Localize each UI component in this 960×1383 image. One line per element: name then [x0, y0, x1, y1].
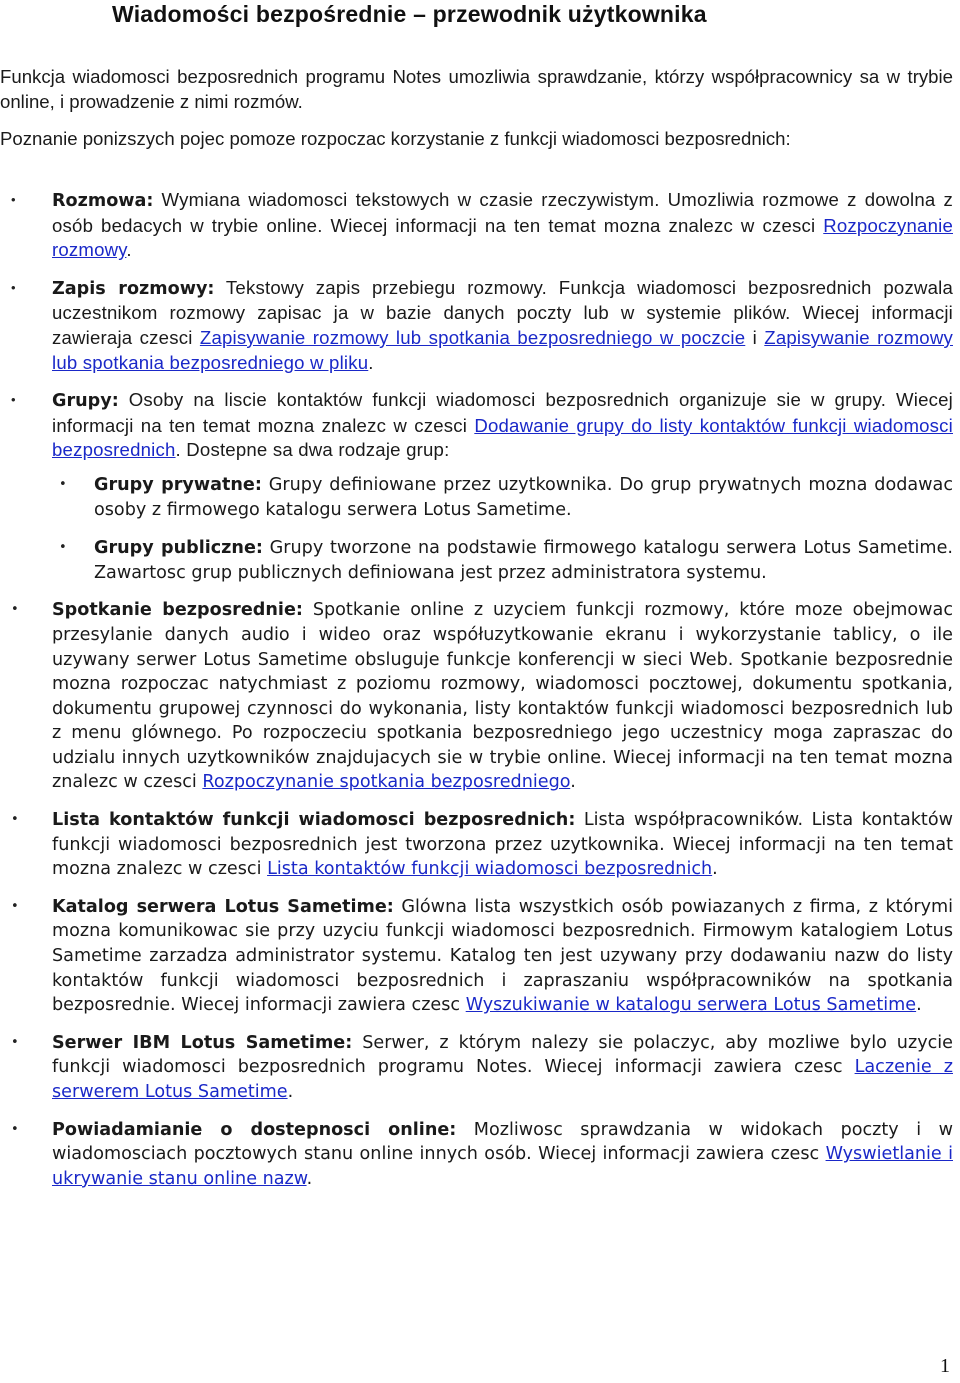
intro-paragraph: Poznanie ponizszych pojec pomoze rozpoczac korzystanie z funkcji wiadomosci bezposrednich:	[0, 128, 791, 149]
page-title: Wiadomości bezpośrednie – przewodnik użytkownika	[112, 1, 707, 27]
item-text: Lista współpracowników. Lista kontaktów funkcji wiadomosci bezposrednich jest tworzona przez uzytkownika. Wiecej informacji na ten temat mozna znalezc w czesci	[52, 810, 953, 880]
item-text: Serwer, z którym nalezy sie polaczyc, aby mozliwe bylo uzycie funkcji wiadomosci bezposrednich programu Notes. Wiecej informacji zawiera czesc	[52, 1032, 953, 1078]
item-text: . Dostepne sa dwa rodzaje grup:	[175, 439, 450, 461]
item-text: .	[916, 995, 922, 1016]
list-item-serwer	[0, 1031, 953, 1105]
item-text: .	[368, 351, 374, 373]
list-item-grupy-prywatne	[52, 473, 953, 522]
list-item-zapis-rozmowy	[0, 276, 953, 375]
link-zapisywanie-w-pliku[interactable]: Zapisywanie rozmowy lub spotkania bezposredniego w pliku	[52, 326, 953, 373]
term-label: Rozmowa:	[52, 191, 154, 211]
list-item-katalog-serwera	[0, 895, 953, 1018]
bullet-icon: •	[59, 540, 67, 556]
bullet-icon: •	[11, 192, 16, 207]
bullet-icon: •	[11, 392, 16, 408]
bullet-icon: •	[11, 602, 19, 618]
term-label: Lista kontaktów funkcji wiadomosci bezposrednich:	[52, 810, 576, 831]
bullet-icon: •	[11, 812, 19, 828]
bullet-icon: •	[11, 1121, 19, 1137]
list-item-powiadamianie	[0, 1118, 953, 1192]
list-item-rozmowa	[0, 188, 953, 263]
item-text: Tekstowy zapis przebiegu rozmowy. Funkcja wiadomosci bezposrednich pozwala uczestnikom rozmowy zapisac ja w bazie danych poczty lub w systemie plików. Wiecej informacji zawieraja czesci	[52, 276, 953, 348]
term-label: Serwer IBM Lotus Sametime:	[52, 1032, 353, 1053]
term-label: Grupy publiczne:	[94, 538, 263, 559]
item-text: i	[745, 326, 765, 348]
item-text: Spotkanie online z uzyciem funkcji rozmowy, które moze obejmowac przesylanie danych audio i wideo oraz współuzytkowanie ekranu i wykorzystanie tablicy, o ile uzywany serwer Lotus Sametime obsluguje funkcje konferencji w sieci Web. Spotkanie bezposrednie mozna rozpoczac natychmiast z poziomu rozmowy, wiadomosci pocztowej, dokumentu spotkania, dokumentu grupowej czynnosci do wykonania, listy kontaktów funkcji wiadomosci bezposrednich lub z menu glównego. Po rozpoczeciu spotkania bezposredniego jego uczestnicy moga zapraszac do udzialu innych uzytkowników znajdujacych sie w trybie online. Wiecej informacji na ten temat mozna znalezc w czesci	[52, 600, 953, 793]
link-wyswietlanie-stanu-online[interactable]: Wyswietlanie i ukrywanie stanu online nazw	[52, 1144, 953, 1189]
link-zapisywanie-w-poczcie[interactable]: Zapisywanie rozmowy lub spotkania bezposredniego w poczcie	[199, 326, 746, 348]
intro-paragraph: Funkcja wiadomosci bezposrednich programu Notes umozliwia sprawdzanie, którzy współpracownicy sa w trybie online, i prowadzenie z nimi rozmów.	[0, 66, 953, 112]
group-types-list	[52, 473, 953, 585]
item-text: .	[570, 772, 576, 793]
link-wyszukiwanie-w-katalogu[interactable]: Wyszukiwanie w katalogu serwera Lotus Sametime	[465, 995, 917, 1016]
item-text: Glówna lista wszystkich osób powiazanych z firma, z którymi mozna komunikowac sie przy uzyciu funkcji wiadomosci bezposrednich. Firmowym katalogiem Lotus Sametime zarzadza administrator systemu. Katalog ten jest uzywany przy dodawaniu nazw do listy kontaktów funkcji wiadomosci bezposrednich i zapraszaniu współpracowników na spotkania bezposrednie. Wiecej informacji zawiera czesc	[52, 896, 954, 1016]
term-label: Powiadamianie o dostepnosci online:	[52, 1119, 457, 1140]
item-text: .	[712, 859, 718, 880]
term-label: Grupy:	[52, 391, 119, 412]
item-text: Mozliwosc sprawdzania w widokach poczty i w wiadomosciach pocztowych stanu online innych osób. Wiecej informacji zawiera czesc	[52, 1119, 953, 1165]
list-item-spotkanie-bezposrednie	[0, 598, 953, 795]
list-item-lista-kontaktow	[0, 808, 953, 882]
page-number: 1	[940, 1355, 950, 1377]
link-rozpoczynanie-rozmowy[interactable]: Rozpoczynanie rozmowy	[52, 214, 953, 261]
list-item-grupy-publiczne	[52, 536, 953, 585]
link-lista-kontaktow[interactable]: Lista kontaktów funkcji wiadomosci bezposrednich	[267, 859, 713, 880]
item-text: .	[126, 239, 132, 261]
term-label: Grupy prywatne:	[94, 474, 262, 495]
item-text: Grupy tworzone na podstawie firmowego katalogu serwera Lotus Sametime. Zawartosc grup publicznych definiowana jest przez administratora systemu.	[94, 538, 953, 583]
term-label: Zapis rozmowy:	[52, 278, 215, 299]
term-label: Katalog serwera Lotus Sametime:	[52, 896, 394, 917]
bullet-icon: •	[11, 898, 19, 914]
link-laczenie-z-serwerem[interactable]: Laczenie z serwerem Lotus Sametime	[52, 1057, 953, 1102]
term-label: Spotkanie bezposrednie:	[52, 600, 303, 621]
item-text: Grupy definiowane przez uzytkownika. Do grup prywatnych mozna dodawac osoby z firmowego katalogu serwera Lotus Sametime.	[94, 474, 953, 520]
item-text: .	[306, 1168, 313, 1189]
item-text: .	[287, 1082, 294, 1102]
item-text: Wymiana wiadomosci tekstowych w czasie rzeczywistym. Umozliwia rozmowe z dowolna z osób bedacych w trybie online. Wiecej informacji na ten temat mozna znalezc w czesci	[52, 189, 953, 236]
definitions-list	[0, 188, 953, 1204]
list-item-grupy	[0, 388, 953, 585]
item-text: Osoby na liscie kontaktów funkcji wiadomosci bezposrednich organizuje sie w grupy. Wiecej informacji na ten temat mozna znalezc w czesci	[52, 389, 953, 436]
bullet-icon: •	[59, 476, 67, 492]
bullet-icon: •	[11, 1034, 19, 1050]
bullet-icon: •	[11, 279, 16, 295]
link-rozpoczynanie-spotkania[interactable]: Rozpoczynanie spotkania bezposredniego	[202, 772, 571, 793]
link-dodawanie-grupy[interactable]: Dodawanie grupy do listy kontaktów funkcji wiadomosci bezposrednich	[52, 414, 953, 461]
